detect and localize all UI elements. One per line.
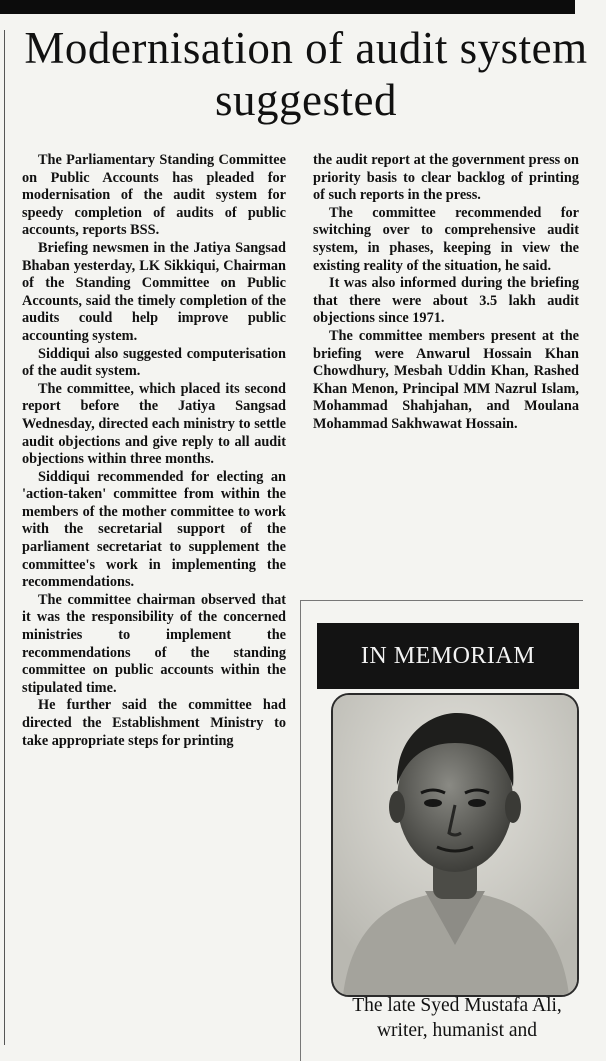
in-memoriam-box: [300, 600, 583, 1061]
paragraph: The committee recommended for switching over to comprehensive audit system, in phases, keeping in view the existing reality of the situation, he said.: [313, 204, 579, 274]
paragraph: The Parliamentary Standing Committee on Public Accounts has pleaded for modernisation of the audit system for speedy completion of audits of public accounts, reports BSS.: [22, 152, 286, 239]
paragraph: It was also informed during the briefing that there were about 3.5 lakh audit objections since 1971.: [313, 275, 579, 327]
paragraph: Siddiqui recommended for electing an 'action-taken' committee from within the members of the mother committee to work with the secretarial support of the parliament secretariat to supplement the committee's work in implementing the recommendations.: [22, 468, 286, 591]
cut-off-next-headline: [30, 1040, 290, 1050]
article-column-1: [22, 152, 286, 750]
article-column-2: [313, 152, 579, 434]
headline: Modernisation of audit system suggested: [24, 23, 588, 125]
paragraph: The committee, which placed its second report before the Jatiya Sangsad Wednesday, directed each ministry to settle audit objections and give reply to all audit objections within three months.: [22, 380, 286, 468]
top-rule-bar: [0, 0, 575, 14]
paragraph: Briefing newsmen in the Jatiya Sangsad Bhaban yesterday, LK Sikkiqui, Chairman of the Standing Committee on Public Accounts, said the timely completion of the audits could help improve public accounting system.: [22, 239, 286, 344]
paragraph: The committee chairman observed that it was the responsibility of the concerned ministries to implement the recommendations of the standing committee on public accounts within the stipulated time.: [22, 591, 286, 696]
paragraph: The committee members present at the briefing were Anwarul Hossain Khan Chowdhury, Mesbah Uddin Khan, Rashed Khan Menon, Principal MM Nazrul Islam, Mohammad Shahjahan, and Moulana Mohammad Sakhwawat Hossain.: [313, 327, 579, 432]
portrait-photo: [331, 693, 579, 997]
portrait-caption: The late Syed Mustafa Ali, writer, humanist and: [352, 995, 562, 1041]
paragraph: He further said the committee had directed the Establishment Ministry to take appropriate steps for printing: [22, 697, 286, 749]
paragraph: the audit report at the government press on priority basis to clear backlog of printing of such reports in the press.: [313, 152, 579, 204]
paragraph: Siddiqui also suggested computerisation of the audit system.: [22, 345, 286, 380]
in-memoriam-header: IN MEMORIAM: [317, 623, 579, 689]
left-column-rule: [4, 30, 5, 1045]
top-rule-gap: [575, 0, 606, 14]
portrait-illustration: [333, 695, 577, 995]
